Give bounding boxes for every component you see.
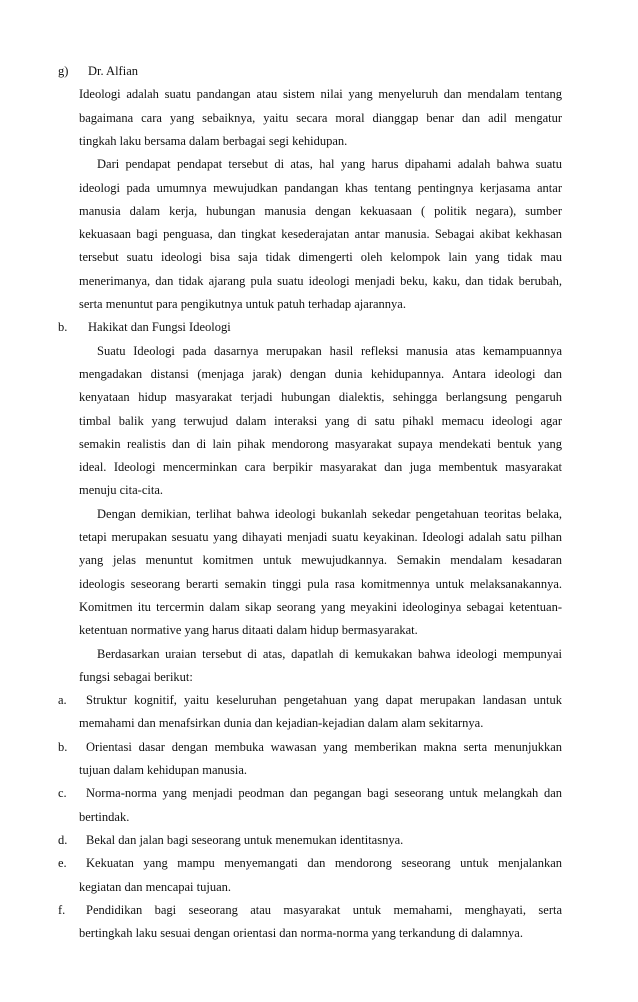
list-marker: b. — [58, 739, 68, 754]
text-line — [0, 688, 638, 712]
text-line — [0, 921, 638, 945]
paragraph-line: yang jelas menuntut komitmen untuk mewujudkannya. Semakin mendalam kesadaran — [79, 553, 562, 568]
text-line — [0, 781, 638, 805]
text-line — [0, 618, 638, 642]
text-line — [0, 665, 638, 689]
paragraph-line: ketentuan normative yang harus ditaati dalam hidup bermasyarakat. — [79, 623, 418, 638]
paragraph-line: memahami dan menafsirkan dunia dan kejadian-kejadian dalam alam sekitarnya. — [79, 716, 484, 731]
paragraph-line: Kekuatan yang mampu menyemangati dan mendorong seseorang untuk menjalankan — [86, 856, 562, 871]
text-line — [0, 758, 638, 782]
paragraph-line: Berdasarkan uraian tersebut di atas, dapatlah di kemukakan bahwa ideologi mempunyai — [97, 646, 562, 661]
paragraph-line: serta menuntut para pengikutnya untuk patuh terhadap ajarannya. — [79, 297, 406, 311]
paragraph-line: mengadakan distansi (menjaga jarak) dengan dunia kehidupannya. Antara ideologi dan — [79, 366, 562, 381]
list-marker: d. — [58, 832, 68, 847]
text-line — [0, 642, 638, 666]
paragraph-line: Bekal dan jalan bagi seseorang untuk menemukan identitasnya. — [86, 832, 404, 847]
text-line — [0, 711, 638, 735]
paragraph-line: tujuan dalam kehidupan manusia. — [79, 763, 248, 777]
section-heading: Hakikat dan Fungsi Ideologi — [88, 320, 231, 335]
paragraph-line: tingkah laku bersama dalam berbagai segi kehidupan. — [79, 133, 348, 148]
paragraph-line: menerimanya, dan tidak ajarang pula suatu ideologi menjadi beku, kaku, dan tidak berubah, — [79, 273, 562, 288]
paragraph-line: Struktur kognitif, yaitu keseluruhan pengetahuan yang dapat merupakan landasan untuk — [86, 693, 562, 708]
paragraph-line: fungsi sebagai berikut: — [79, 669, 193, 684]
paragraph-line: tersebut suatu ideologi bisa saja tidak dimengerti oleh kelompok lain yang tidak mau — [79, 250, 562, 265]
list-marker: c. — [58, 786, 67, 801]
text-line — [0, 385, 638, 409]
text-line — [0, 875, 638, 899]
text-line — [0, 292, 638, 316]
text-line — [0, 828, 638, 852]
text-line — [0, 548, 638, 572]
list-marker: g) — [58, 64, 69, 78]
text-line — [0, 805, 638, 829]
paragraph-line: timbal balik yang terwujud dalam interaksi yang di satu pihakl memacu ideologi agar — [79, 413, 562, 428]
text-line — [0, 409, 638, 433]
text-line — [0, 455, 638, 479]
text-line — [0, 176, 638, 200]
paragraph-line: Ideologi adalah suatu pandangan atau sistem nilai yang menyeluruh dan mendalam tentang — [79, 87, 562, 102]
text-line — [0, 339, 638, 363]
text-line — [0, 362, 638, 386]
text-line — [0, 851, 638, 875]
paragraph-line: tetapi merupakan sesuatu yang dihayati menjadi suatu keyakinan. Ideologi adalah satu pilhan — [79, 530, 562, 544]
paragraph-line: Orientasi dasar dengan membuka wawasan yang memberikan makna serta menunjukkan — [86, 739, 562, 754]
text-line — [0, 269, 638, 293]
paragraph-line: ideologis seseorang berarti semakin tinggi pula rasa komitmennya untuk melaksanakannya. — [79, 576, 562, 591]
text-line — [0, 502, 638, 526]
paragraph-line: Komitmen itu tercermin dalam sikap seorang yang meyakini ideologinya sebagai ketentuan- — [79, 599, 562, 614]
text-line — [0, 82, 638, 106]
paragraph-line: bagaimana cara yang sebaiknya, yaitu secara moral dianggap benar dan adil mengatur — [79, 110, 562, 125]
text-line — [0, 525, 638, 549]
paragraph-line: semakin realistis dan di lain pihak mendorong masyarakat supaya mendekati bentuk yang — [79, 436, 562, 451]
text-line — [0, 315, 638, 339]
paragraph-line: Dari pendapat pendapat tersebut di atas, hal yang harus dipahami adalah bahwa suatu — [97, 157, 562, 172]
text-line — [0, 572, 638, 596]
text-line — [0, 222, 638, 246]
list-marker: b. — [58, 320, 68, 335]
paragraph-line: Pendidikan bagi seseorang atau masyarakat untuk memahami, menghayati, serta — [86, 902, 562, 917]
paragraph-line: kegiatan dan mencapai tujuan. — [79, 879, 232, 894]
paragraph-line: ideal. Ideologi mencerminkan cara berpikir masyarakat dan juga membentuk masyarakat — [79, 460, 562, 475]
list-marker: a. — [58, 693, 67, 708]
text-line — [0, 152, 638, 176]
paragraph-line: bertindak. — [79, 809, 130, 824]
text-line — [0, 478, 638, 502]
paragraph-line: ideologi pada umumnya mewujudkan pandangan khas tentang pentingnya kerjasama antar — [79, 180, 562, 195]
paragraph-line: Suatu Ideologi pada dasarnya merupakan hasil refleksi manusia atas kemampuannya — [97, 343, 562, 358]
text-line — [0, 59, 638, 83]
text-line — [0, 199, 638, 223]
text-line — [0, 595, 638, 619]
text-line — [0, 106, 638, 130]
text-line — [0, 245, 638, 269]
paragraph-line: manusia dalam kerja, hubungan manusia dengan kekuasaan ( politik negara), sumber — [79, 203, 562, 218]
paragraph-line: Dengan demikian, terlihat bahwa ideologi bukanlah sekedar pengetahuan teoritas belaka, — [97, 506, 562, 521]
list-marker: e. — [58, 856, 67, 871]
paragraph-line: menuju cita-cita. — [79, 483, 163, 498]
text-line — [0, 432, 638, 456]
section-heading: Dr. Alfian — [88, 64, 138, 78]
paragraph-line: bertingkah laku sesuai dengan orientasi dan norma-norma yang terkandung di dalamnya. — [79, 926, 523, 941]
paragraph-line: Norma-norma yang menjadi peodman dan pegangan bagi seseorang untuk melangkah dan — [86, 786, 562, 801]
text-line — [0, 735, 638, 759]
text-line — [0, 898, 638, 922]
text-line — [0, 129, 638, 153]
paragraph-line: kekuasaan bagi penguasa, dan tingkat kesederajatan antar manusia. Sebagai akibat kekhasan — [79, 227, 562, 242]
list-marker: f. — [58, 902, 66, 917]
paragraph-line: kenyataan hidup masyarakat terjadi hubungan dialektis, sehingga berlangsung pengaruh — [79, 390, 562, 405]
